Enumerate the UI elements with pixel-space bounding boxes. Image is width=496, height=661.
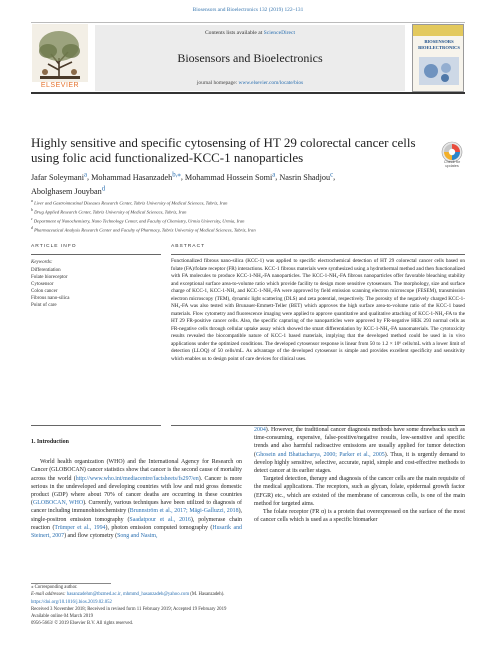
- divider: [31, 254, 161, 255]
- homepage-link[interactable]: www.elsevier.com/locate/bios: [238, 80, 304, 86]
- copyright-line: 0956-5663/ © 2019 Elsevier B.V. All rights reserved.: [31, 621, 134, 627]
- keyword-item: Cytosensor: [31, 282, 54, 288]
- author-item[interactable]: Nasrin Shadjou$^c$: [279, 171, 334, 182]
- abstract-text: Functionalized fibrous nano-silica (KCC-1) was applied to specific electrochemical detection of HT 29 colorectal cancer cells based on folate (FA)/folate receptor (FR) interactions. KCC-1 fibrous materials were synthesized using a hydrothermal method and then functionalized with FA molecules to produce KCC-1-NH₂-FA nanoparticles. The KCC-1-NH₂-FA fibrous nanoparticles offer favorable bleaching stability and exceptional surface area-to-volume ratio which provide facility to design more sensitive cytosensors. The morphology, size and surface charge of KCC-1, KCC-1-NH₂ and KCC-1-NH₂-FA were approved by field emission scanning electron microscope (FESEM), transmission electron microscopy (TEM), dynamic light scattering (DLS) and zeta potential, respectively. The porosity of the negatively charged KCC-1-NH₂-FA was also tested with Brunauer-Emmett-Teller (BET) which approves the high surface area-to-volume ratio of the KCC-1 based materials. Flow cytometry and fluorescence imaging were applied to approve quantitative and qualitative attaching of KCC-1-NH₂-FA to the HT 29 FR-positive cancer cells. Also, the specific capturing of the nanoparticles were approved by FR-negative HEK 293 normal cells as FR-negative cells through cellular uptake assay which showed the smart differentiation by KCC-1-NH₂-FA nanomaterials. The cytotoxicity results revealed the biocompatible nature of KCC-1 based materials, implying that the developed method could be used in in vivo applications under the optimized conditions. The developed cytosensor response is linear from 50 to 1.2 × 10⁶ cells/mL with a lower limit of detection (LLOQ) of 50 cells/mL. As advantage of the developed cytosensor is simple and provides excellent specificity and sensitivity which enables us to design point of care devices for clinical uses.: [171, 258, 465, 362]
- citation-link[interactable]: GLOBOCAN, WHO: [32, 500, 84, 507]
- paragraph-text: ), photon emission computed tomography (: [105, 524, 213, 531]
- body-column-left: [31, 438, 242, 540]
- body-paragraph: [254, 475, 465, 508]
- contents-prefix: Contents lists available at: [204, 30, 264, 36]
- body-paragraph: [254, 426, 465, 475]
- keyword-item: Colon cancer: [31, 289, 58, 295]
- cover-image-icon: [419, 57, 459, 85]
- keywords-list: [31, 267, 161, 310]
- received-dates: Received 3 November 2018; Received in revised form 11 February 2019; Accepted 19 February 2019: [31, 606, 227, 612]
- paragraph-text: ). Thus, it is urgently demand to develop highly sensitive, selective, accurate, rapid, simple and cost-effective methods to detect cancer at its earlier stages.: [254, 451, 466, 475]
- affiliation-item: $^c$ Department of Nanochemistry, Nano Technology Center, and Faculty of Chemistry, Urmia University, Urmia, Iran: [31, 217, 245, 224]
- keyword-item: Folate bioreceptor: [31, 275, 68, 281]
- contents-box: [95, 25, 405, 91]
- paragraph-text: ). Currently, various techniques have been utilized to diagnosis of cancer including immunohistochemistry (: [31, 500, 242, 515]
- citation-link[interactable]: 2004: [254, 427, 266, 433]
- journal-cover-thumbnail: [412, 24, 464, 92]
- paragraph-text: ) and flow cytometry (: [64, 533, 118, 540]
- paragraph-text: ), single-positron emission tomography (: [31, 508, 242, 523]
- body-column-right: [254, 426, 465, 524]
- citation-link[interactable]: Husarik and Steinert, 2007: [31, 524, 242, 540]
- paragraph-text: The folate receptor (FR α) is a protein that overexpressed on the surface of the most of cancer cells which is used as a specific biomarker: [254, 509, 465, 524]
- affiliation-item: $^b$ Drug Applied Research Center, Tabriz University of Medical Sciences, Tabriz, Iran: [31, 208, 187, 215]
- sciencedirect-link[interactable]: ScienceDirect: [263, 30, 296, 36]
- section-heading: 1. Introduction: [31, 439, 69, 445]
- body-paragraph: [254, 508, 465, 524]
- paragraph-text: ). Cancer is more serious in the undeveloped and developing countries with low and mid gross domestic product (GDP) where about 70% of cancer deaths are occurring in these countries (: [31, 475, 242, 507]
- article-info-heading: ARTICLE INFO: [31, 244, 77, 249]
- journal-banner: [31, 22, 465, 94]
- paragraph-text: ). However, the traditional cancer diagnosis methods have some drawbacks such as time-consuming, expensive, false-positive/negative results, low-sensitive and specific trends and also harmful radioactive emissions are usually applied for tumor detection (: [254, 427, 465, 458]
- affiliation-item: $^a$ Liver and Gastrointestinal Diseases Research Center, Tabriz University of Medical Sciences, Tabriz, Iran: [31, 199, 228, 206]
- contents-line: [95, 30, 405, 36]
- citation-link[interactable]: Brunnström et al., 2017; Mägi-Galluzzi, 2018: [129, 508, 239, 515]
- doi-link[interactable]: https://doi.org/10.1016/j.bios.2019.02.052: [31, 599, 112, 605]
- author-list: Jafar Soleymani$^a$, Mohammad Hasanzadeh$^{b,⁎}$, Mohammad Hossein Somi$^a$, Nasrin Shadjou$^c$, Abolghasem Jouyban$^d$: [31, 171, 336, 196]
- affiliations: [31, 198, 465, 235]
- author-item[interactable]: Mohammad Hasanzadeh$^{b,⁎}$: [91, 171, 181, 182]
- divider: [31, 425, 161, 426]
- crossmark-label: Check for updates: [443, 160, 461, 168]
- body-paragraph: [31, 458, 242, 540]
- paragraph-text: Targeted detection, therapy and diagnosis of the cancer cells are the main requisite of the medical applications. The receptors, such as glycan, folate, epidermal growth factor (EFGR) etc., which are existed of the membrane of cancerous cells, is one of the main method for targeted aims.: [254, 476, 465, 507]
- abstract-heading: ABSTRACT: [171, 244, 206, 249]
- keywords-label: Keywords:: [31, 260, 53, 265]
- author-item[interactable]: Jafar Soleymani$^a$: [31, 171, 88, 182]
- corresponding-author-note: ⁎ Corresponding author.: [31, 585, 78, 590]
- author-item[interactable]: Abolghasem Jouyban$^d$: [31, 185, 106, 196]
- divider: [171, 254, 465, 255]
- cover-top-band: [413, 25, 463, 36]
- keyword-item: Fibrous nano-silica: [31, 296, 70, 302]
- journal-citation[interactable]: Biosensors and Bioelectronics 132 (2019) 122–131: [192, 7, 304, 13]
- paragraph-text: ), polymerase chain reaction (: [31, 516, 242, 531]
- cover-journal-name: BIOSENSORS BIOELECTRONICS: [418, 39, 460, 50]
- citation-link[interactable]: Song and Nasim,: [117, 533, 158, 540]
- email-line: E-mail addresses: hasanzadehm@tbzmed.ac.ir, mhmmd_hasanzadeh@yahoo.com (M. Hasanzadeh).: [31, 592, 225, 598]
- keyword-item: Differentiation: [31, 268, 61, 273]
- citation-link[interactable]: http://www.who.int/mediacentre/factsheets/fs297/en: [75, 475, 199, 482]
- available-online: Available online 04 March 2019: [31, 614, 93, 620]
- publisher-wordmark: ELSEVIER: [40, 82, 80, 89]
- keyword-item: Point of care: [31, 303, 57, 309]
- homepage-prefix: journal homepage:: [196, 80, 239, 86]
- homepage-line: [95, 80, 405, 86]
- affiliation-item: $^d$ Pharmaceutical Analysis Research Center and Faculty of Pharmacy, Tabriz University of Medical Sciences, Tabriz, Iran: [31, 226, 256, 233]
- citation-link[interactable]: Trümper et al., 1994: [54, 524, 106, 531]
- journal-title: Biosensors and Bioelectronics: [177, 51, 323, 65]
- email-links[interactable]: hasanzadehm@tbzmed.ac.ir, mhmmd_hasanzadeh@yahoo.com: [66, 592, 190, 598]
- paragraph-text: World health organization (WHO) and the International Agency for Research on Cancer (GLOBOCAN) cancer statistics show that cancer is the second cause of mortality across the world (: [31, 459, 242, 482]
- citation-link[interactable]: Ghosein and Bhattacharya, 2000; Parker et al., 2005: [255, 451, 385, 458]
- article-title: Highly sensitive and specific cytosensing of HT 29 colorectal cancer cells using folic acid functionalized-KCC-1 nanoparticles: [31, 135, 416, 166]
- crossmark-badge[interactable]: [441, 141, 463, 168]
- citation-link[interactable]: Saadatpour et al., 2016: [129, 516, 191, 523]
- elsevier-tree-logo: [32, 24, 88, 92]
- footnotes: [31, 584, 465, 628]
- author-item[interactable]: Mohammad Hossein Somi$^a$: [184, 171, 276, 182]
